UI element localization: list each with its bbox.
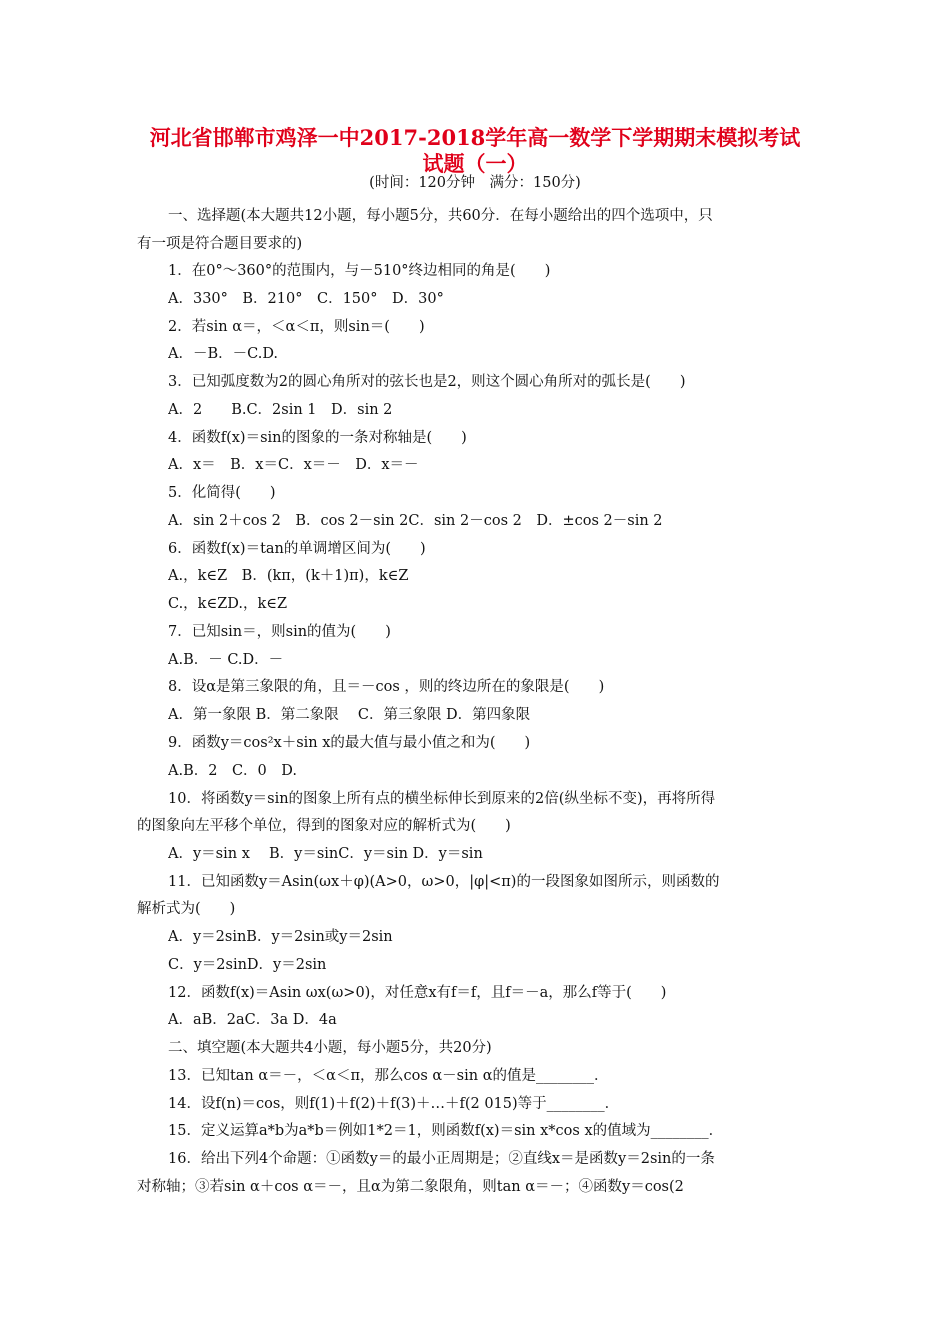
question-1-options: A．330° B．210° C．150° D．30° — [168, 291, 444, 307]
document-title-line-2: 试题（一） — [422, 151, 528, 176]
question-11-options-ab: A．y＝2sinB．y＝2sin或y＝2sin — [168, 929, 393, 945]
exam-time-score: (时间：120分钟 满分：150分) — [369, 175, 581, 191]
question-7: 7．已知sin＝，则sin的值为( ) — [168, 624, 391, 640]
question-5-options: A．sin 2＋cos 2 B．cos 2－sin 2C．sin 2－cos 2 D．±cos 2－sin 2 — [168, 513, 663, 529]
question-15: 15．定义运算a*b为a*b＝例如1*2＝1，则函数f(x)＝sin x*cos x的值域为________． — [168, 1123, 724, 1139]
question-13: 13．已知tan α＝－，＜α＜π，那么cos α－sin α的值是________． — [168, 1068, 609, 1084]
question-6-options-cd: C.，k∈ZD.，k∈Z — [168, 596, 288, 612]
question-16: 16．给出下列4个命题：①函数y＝的最小正周期是；②直线x＝是函数y＝2sin的一条 — [168, 1151, 715, 1167]
question-10-options: A．y＝sin x B．y＝sinC．y＝sin D．y＝sin — [168, 846, 483, 862]
question-14: 14．设f(n)＝cos，则f(1)＋f(2)＋f(3)＋…＋f(2 015)等于________． — [168, 1096, 620, 1112]
section-1-heading-cont: 有一项是符合题目要求的) — [137, 236, 303, 252]
section-2-heading: 二、填空题(本大题共4小题，每小题5分，共20分) — [168, 1040, 492, 1056]
question-1: 1．在0°～360°的范围内，与－510°终边相同的角是( ) — [168, 263, 551, 279]
question-3: 3．已知弧度数为2的圆心角所对的弦长也是2，则这个圆心角所对的弧长是( ) — [168, 374, 686, 390]
question-16-cont: 对称轴；③若sin α＋cos α＝－，且α为第二象限角，则tan α＝－；④函数y＝cos(2 — [137, 1179, 684, 1195]
question-8-options: A．第一象限 B．第二象限 C．第三象限 D．第四象限 — [168, 707, 531, 723]
question-6: 6．函数f(x)＝tan的单调增区间为( ) — [168, 541, 426, 557]
question-4-options: A．x＝ B．x＝C．x＝－ D．x＝－ — [168, 457, 419, 473]
question-8: 8．设α是第三象限的角，且＝－cos ，则的终边所在的象限是( ) — [168, 679, 605, 695]
question-3-options: A．2 B.C．2sin 1 D．sin 2 — [168, 402, 393, 418]
question-11: 11．已知函数y＝Asin(ωx＋φ)(A>0，ω>0，|φ|<π)的一段图象如图所示，则函数的 — [168, 874, 720, 890]
question-7-options: A.B．－ C.D．－ — [168, 652, 284, 668]
question-12: 12．函数f(x)＝Asin ωx(ω>0)，对任意x有f＝f，且f＝－a，那么f等于( ) — [168, 985, 667, 1001]
section-1-heading: 一、选择题(本大题共12小题，每小题5分，共60分．在每小题给出的四个选项中，只 — [168, 208, 713, 224]
question-4: 4．函数f(x)＝sin的图象的一条对称轴是( ) — [168, 430, 467, 446]
question-2-options: A．－B．－C.D. — [168, 346, 279, 362]
question-9: 9．函数y＝cos²x＋sin x的最大值与最小值之和为( ) — [168, 735, 531, 751]
question-11-cont: 解析式为( ) — [137, 901, 236, 917]
document-title-line-1: 河北省邯郸市鸡泽一中2017-2018学年高一数学下学期期末模拟考试 — [149, 125, 801, 150]
question-5: 5．化简得( ) — [168, 485, 276, 501]
question-12-options: A．aB．2aC．3a D．4a — [168, 1012, 337, 1028]
question-10-cont: 的图象向左平移个单位，得到的图象对应的解析式为( ) — [137, 818, 511, 834]
question-9-options: A.B．2 C．0 D. — [168, 763, 297, 779]
question-10: 10．将函数y＝sin的图象上所有点的横坐标伸长到原来的2倍(纵坐标不变)，再将所得 — [168, 791, 716, 807]
question-2: 2．若sin α＝，＜α＜π，则sin＝( ) — [168, 319, 425, 335]
question-6-options-ab: A.，k∈Z B．(kπ，(k＋1)π)，k∈Z — [168, 568, 409, 584]
question-11-options-cd: C．y＝2sinD．y＝2sin — [168, 957, 327, 973]
